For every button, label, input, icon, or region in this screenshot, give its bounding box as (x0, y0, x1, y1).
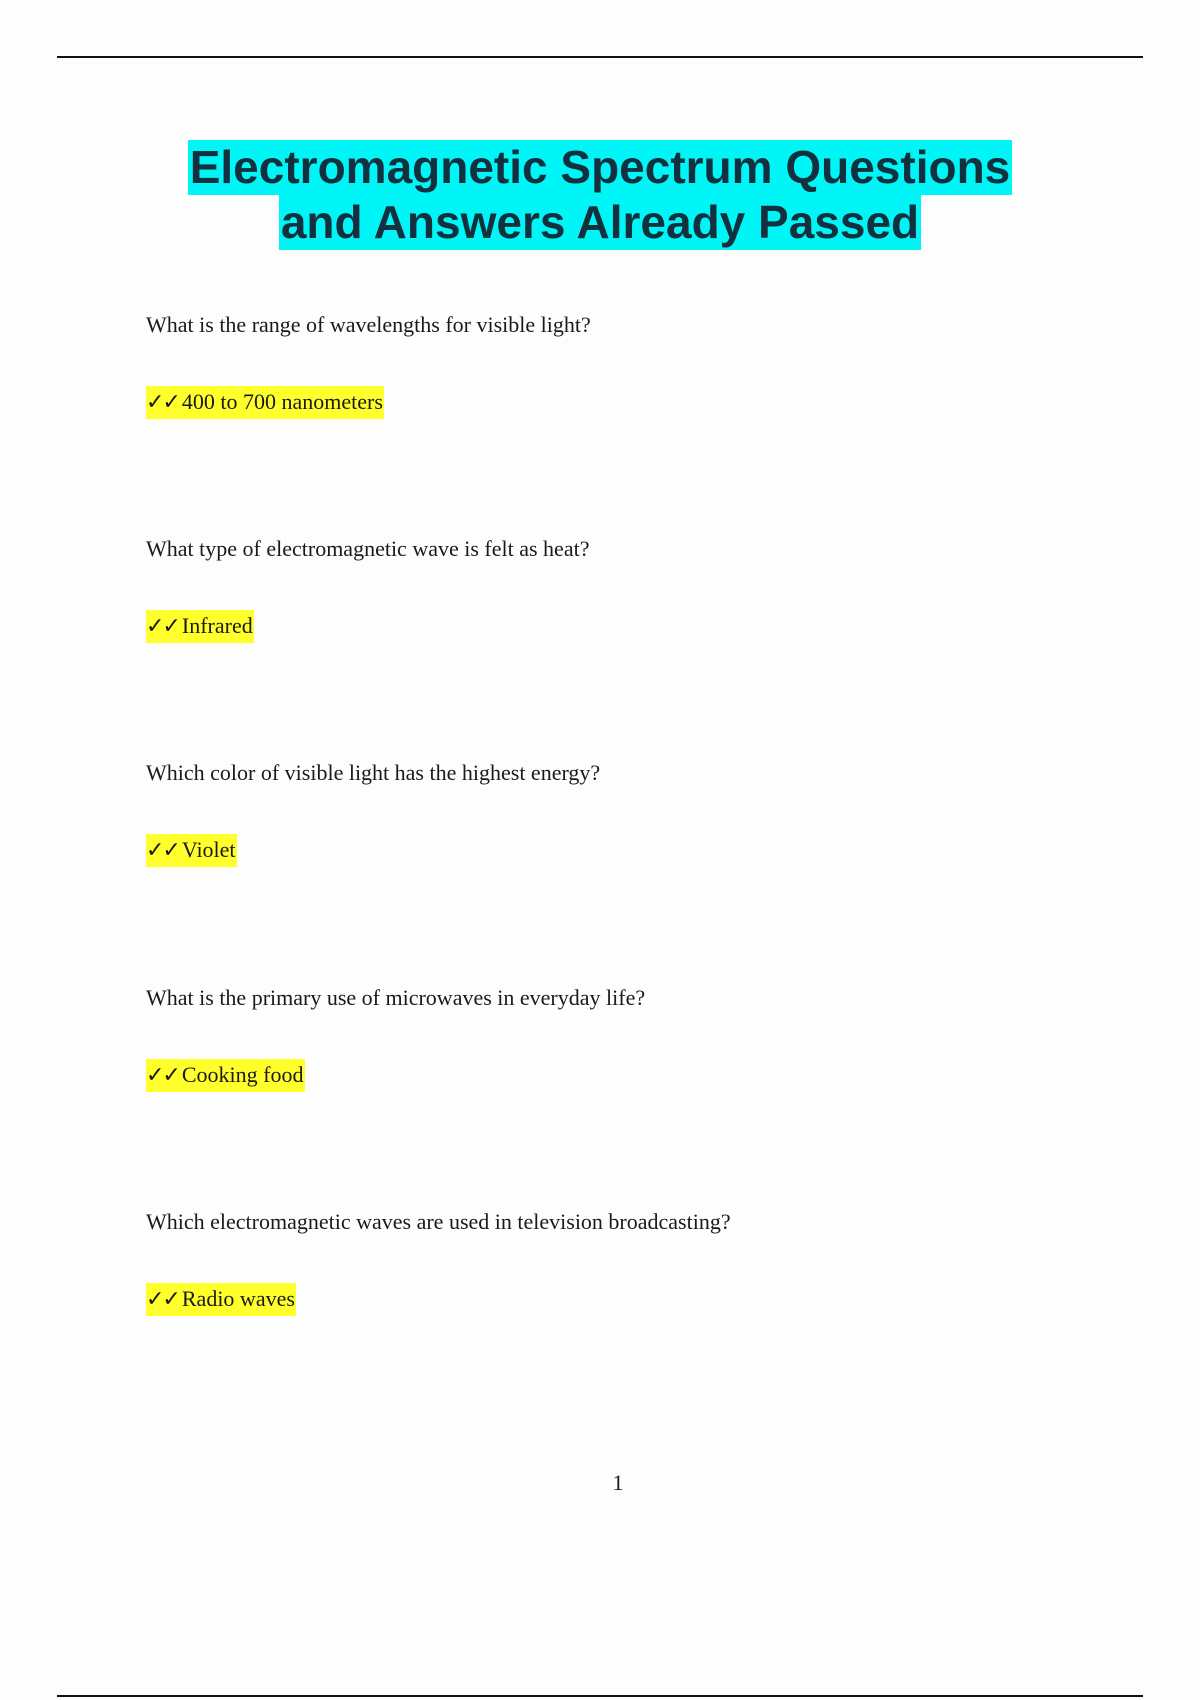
answer-highlight (146, 1059, 305, 1092)
check-icon: ✓✓ (146, 1063, 179, 1088)
check-icon: ✓✓ (146, 390, 179, 415)
answer-text: Cooking food (181, 1062, 304, 1087)
answer-highlight (146, 834, 237, 867)
title-line-1: Electromagnetic Spectrum Questions (189, 141, 1011, 193)
answer-text: Infrared (181, 613, 253, 638)
answer-highlight (146, 386, 384, 419)
answer-highlight (146, 1283, 296, 1316)
check-icon: ✓✓ (146, 838, 179, 863)
answer-text: 400 to 700 nanometers (181, 389, 383, 414)
question-text: Which color of visible light has the highest energy? (146, 760, 601, 785)
check-icon: ✓✓ (146, 614, 179, 639)
footer-rule (57, 1695, 1143, 1697)
question-text: What is the primary use of microwaves in everyday life? (146, 985, 646, 1010)
answer-highlight (146, 610, 254, 643)
check-icon: ✓✓ (146, 1287, 179, 1312)
qa-item (146, 983, 1146, 1092)
answer (146, 386, 1146, 419)
answer-text: Radio waves (181, 1286, 295, 1311)
answer (146, 1059, 1146, 1092)
answer (146, 834, 1146, 867)
document-title (0, 140, 1200, 250)
answer-text: Violet (181, 837, 236, 862)
answer (146, 610, 1146, 643)
qa-item (146, 758, 1146, 867)
header-rule (57, 56, 1143, 58)
answer (146, 1283, 1146, 1316)
qa-item (146, 534, 1146, 643)
qa-item (146, 310, 1146, 419)
question-text: Which electromagnetic waves are used in television broadcasting? (146, 1209, 731, 1234)
page-number: 1 (612, 1470, 624, 1495)
title-line-2: and Answers Already Passed (280, 196, 920, 248)
question-text: What is the range of wavelengths for visible light? (146, 312, 591, 337)
qa-item (146, 1207, 1146, 1316)
question-text: What type of electromagnetic wave is felt as heat? (146, 536, 590, 561)
